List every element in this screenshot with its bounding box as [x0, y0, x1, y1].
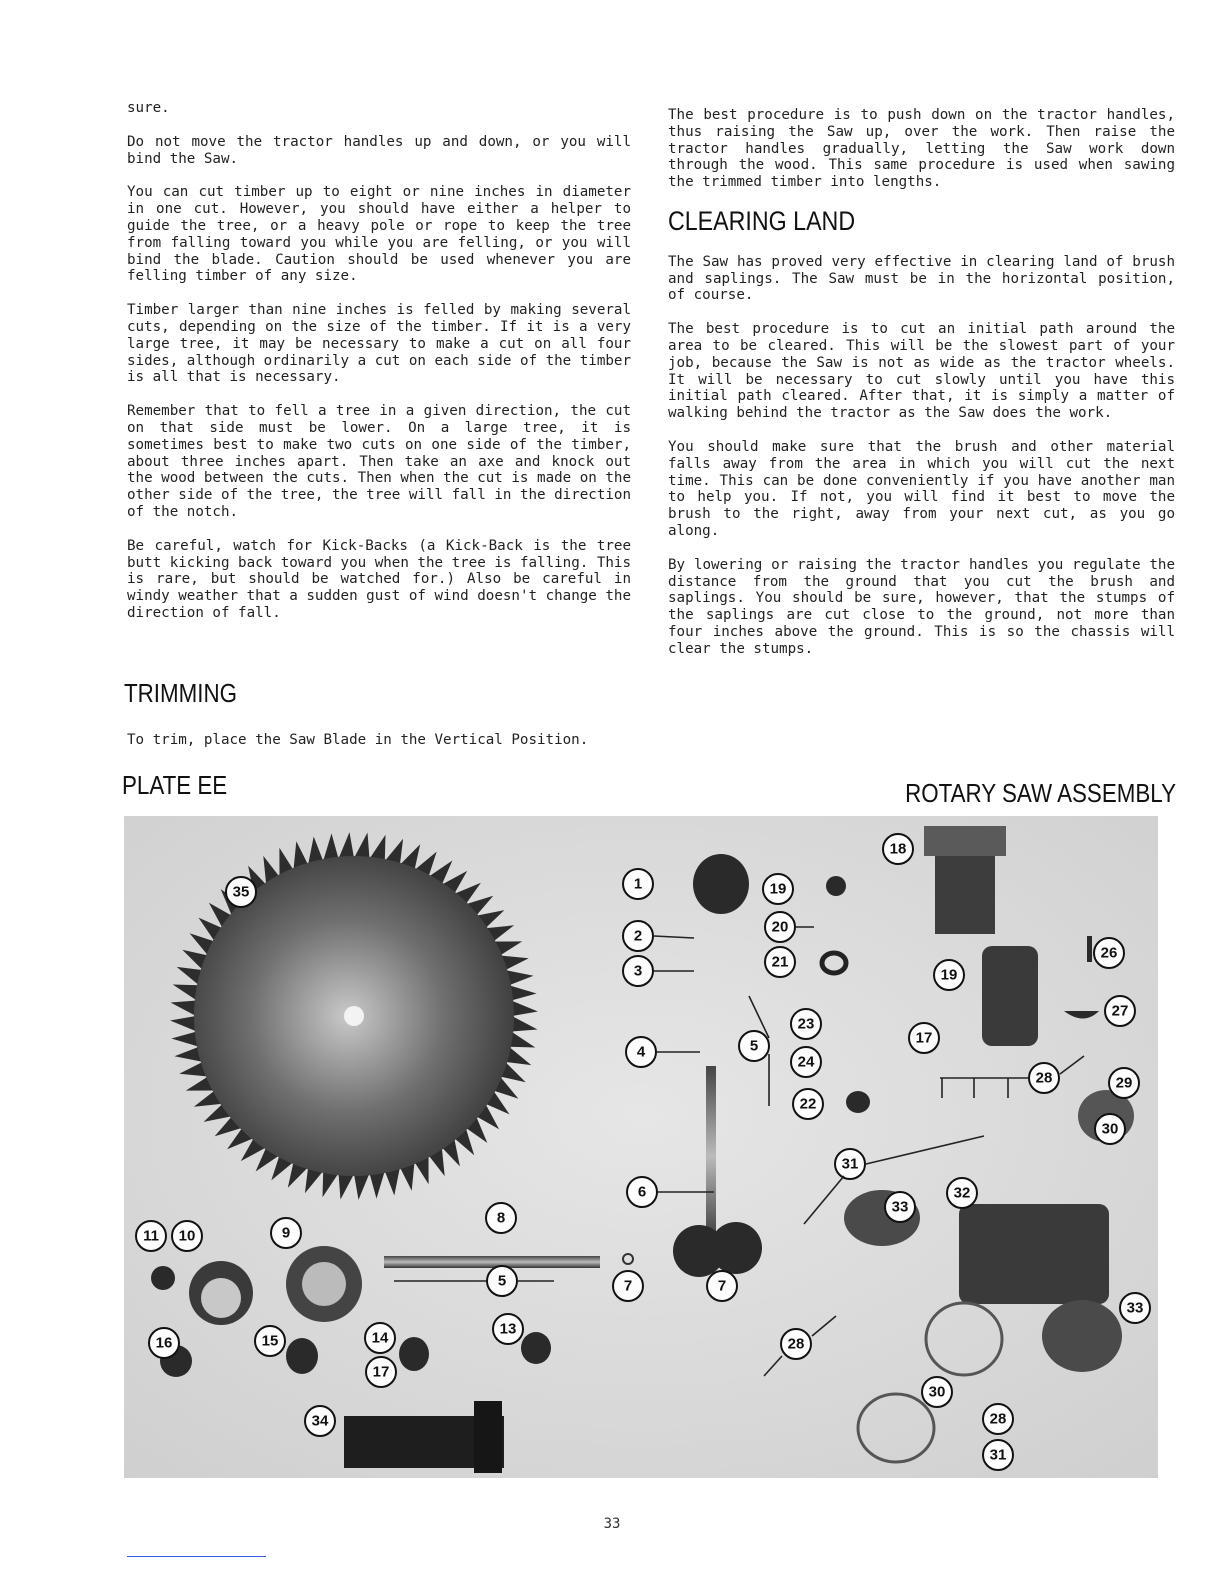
svg-text:7: 7 [623, 1277, 633, 1295]
callout-18 [883, 834, 913, 864]
svg-text:6: 6 [637, 1183, 647, 1201]
callout-35 [226, 877, 256, 907]
svg-text:23: 23 [797, 1015, 815, 1033]
callout-22 [765, 947, 795, 977]
part-33b [1042, 1300, 1122, 1372]
svg-text:29: 29 [1115, 1074, 1133, 1092]
callout-16 [149, 1328, 179, 1358]
callout-26 [1094, 938, 1124, 968]
right-intro-paragraph: The best procedure is to push down on the tractor handles, thus raising the Saw up, over the work. Then raise the tractor handles gradually, letting the Saw work down through the wood. This same procedure is used when sawing the trimmed timber into lengths. [668, 107, 1175, 191]
callout-9 [486, 1203, 516, 1233]
callout-21 [765, 912, 795, 942]
svg-text:35: 35 [232, 883, 250, 901]
callout-12 [136, 1221, 166, 1251]
svg-text:8: 8 [496, 1209, 506, 1227]
callout-33-right [1120, 1293, 1150, 1323]
callout-10 [271, 1218, 301, 1248]
svg-text:18: 18 [889, 840, 907, 858]
part-9 [384, 1256, 600, 1268]
svg-text:2: 2 [633, 927, 643, 945]
svg-text:9: 9 [281, 1224, 291, 1242]
svg-text:11: 11 [143, 1227, 159, 1245]
left-paragraph: Be careful, watch for Kick-Backs (a Kick-Back is the tree butt kicking back toward you when the tree is falling. This is rare, but should be watched for.) Also be careful in windy weather that a sudden gust of wind doesn't change the direction of fall. [127, 537, 631, 621]
svg-text:21: 21 [771, 953, 789, 971]
part-1 [693, 854, 749, 914]
plate-label: PLATE EE [122, 770, 228, 800]
callout-32 [947, 1178, 977, 1208]
callout-15 [255, 1326, 285, 1356]
svg-text:3: 3 [633, 962, 643, 980]
trimming-paragraph: To trim, place the Saw Blade in the Vertical Position. [127, 732, 589, 748]
right-paragraph: You should make sure that the brush and other material falls away from the area in which you will cut the next time. This can be done conveniently if you have another man to help you. If not, you will find it best to move the brush to the right, away from your next cut, as you go along. [668, 438, 1175, 539]
callout-29 [1109, 1068, 1139, 1098]
svg-text:15: 15 [261, 1332, 279, 1350]
svg-text:30: 30 [928, 1383, 946, 1401]
trimming-heading: TRIMMING [124, 678, 238, 708]
part-20 [826, 876, 846, 896]
callout-3 [623, 956, 653, 986]
left-paragraph: Timber larger than nine inches is felled by making several cuts, depending on the size of the timber. If it is a very large tree, it may be necessary to make a cut on all four sides, although ordinarily a cut on each side of the timber is all that is necessary. [127, 302, 631, 386]
part-18 [935, 854, 995, 934]
callout-31-top [835, 1149, 865, 1179]
callout-19 [934, 960, 964, 990]
callout-5-left [487, 1266, 517, 1296]
trimming-text [127, 732, 631, 766]
callout-7 [707, 1271, 737, 1301]
callout-11 [172, 1221, 202, 1251]
callout-4 [626, 1037, 656, 1067]
right-paragraph: The best procedure is to cut an initial path around the area to be cleared. This will be the slowest part of your job, because the Saw is not as wide as the tractor wheels. It will be necessary to cut slowly until you have this initial path cleared. After that, it is simply a matter of walking behind the tractor as the Saw does the work. [668, 321, 1175, 422]
callout-23 [793, 1089, 823, 1119]
part-4 [706, 1066, 716, 1246]
svg-text:19: 19 [940, 966, 958, 984]
callout-30-bottom [922, 1377, 952, 1407]
callout-28-bottom [983, 1404, 1013, 1434]
callout-34 [305, 1406, 335, 1436]
footnote-rule [127, 1556, 266, 1557]
part-32 [959, 1204, 1109, 1304]
svg-text:33: 33 [1126, 1299, 1144, 1317]
left-paragraph: sure. [127, 100, 170, 116]
svg-text:22: 22 [799, 1095, 817, 1113]
callout-6 [627, 1177, 657, 1207]
left-paragraph: Remember that to fell a tree in a given direction, the cut on that side must be lower. On a large tree, it is sometimes best to make two cuts on one side of the timber, about three inches apart. Then take an axe and knock out the wood between the cuts. Then when the cut is made on the other side of the tree, the tree will fall in the direction of the notch. [127, 403, 631, 520]
callout-31-bottom [983, 1440, 1013, 1470]
svg-text:27: 27 [1111, 1002, 1129, 1020]
svg-text:34: 34 [311, 1412, 329, 1430]
svg-text:20: 20 [771, 918, 789, 936]
svg-text:28: 28 [1035, 1069, 1053, 1087]
svg-text:31: 31 [989, 1446, 1007, 1464]
callout-33-top [885, 1192, 915, 1222]
part-13 [521, 1332, 551, 1364]
right-paragraph: The Saw has proved very effective in clearing land of brush and saplings. The Saw must be in the horizontal position, of course. [668, 253, 1175, 304]
svg-text:5: 5 [749, 1037, 759, 1055]
svg-text:26: 26 [1100, 944, 1118, 962]
callout-30-top [1095, 1114, 1125, 1144]
part-26 [1087, 936, 1092, 962]
svg-text:16: 16 [155, 1334, 173, 1352]
svg-text:19: 19 [769, 880, 787, 898]
svg-text:13: 13 [499, 1320, 517, 1338]
svg-text:32: 32 [953, 1184, 971, 1202]
left-column [127, 100, 631, 639]
callout-20 [763, 874, 793, 904]
svg-text:4: 4 [636, 1043, 646, 1061]
right-column [668, 107, 1175, 675]
part-19 [982, 946, 1038, 1046]
left-paragraph: Do not move the tractor handles up and down, or you will bind the Saw. [127, 133, 631, 167]
svg-text:14: 14 [371, 1329, 389, 1347]
svg-text:7: 7 [717, 1277, 727, 1295]
callout-28-mid [781, 1329, 811, 1359]
part-23 [846, 1091, 870, 1113]
svg-text:5: 5 [497, 1272, 507, 1290]
callout-5-right [739, 1031, 769, 1061]
callout-13 [493, 1314, 523, 1344]
exploded-parts-photo [124, 816, 1158, 1478]
part-12 [151, 1266, 175, 1290]
svg-text:1: 1 [633, 875, 643, 893]
callout-24 [791, 1009, 821, 1039]
svg-text:17: 17 [372, 1363, 390, 1381]
part-15 [286, 1338, 318, 1374]
callout-1 [623, 869, 653, 899]
callout-17-right [909, 1023, 939, 1053]
callout-17-bottom [366, 1357, 396, 1387]
callout-25 [791, 1047, 821, 1077]
callout-14 [365, 1323, 395, 1353]
callout-27 [1105, 996, 1135, 1026]
assembly-title: ROTARY SAW ASSEMBLY [905, 778, 1176, 808]
svg-text:28: 28 [787, 1335, 805, 1353]
callout-8 [613, 1271, 643, 1301]
svg-text:24: 24 [797, 1053, 815, 1071]
svg-text:31: 31 [841, 1155, 859, 1173]
svg-text:10: 10 [178, 1227, 196, 1245]
svg-text:28: 28 [989, 1410, 1007, 1428]
clearing-land-heading: CLEARING LAND [668, 205, 856, 236]
right-paragraph: By lowering or raising the tractor handles you regulate the distance from the ground that you cut the brush and saplings. You should be sure, however, that the stumps of the saplings are cut close to the ground, not more than four inches above the ground. This is so the chassis will clear the stumps. [668, 556, 1175, 657]
svg-text:33: 33 [891, 1198, 909, 1216]
svg-text:17: 17 [915, 1029, 933, 1047]
part-14 [399, 1337, 429, 1371]
callout-2 [623, 921, 653, 951]
page-number: 33 [603, 1516, 621, 1532]
svg-text:30: 30 [1101, 1120, 1119, 1138]
left-paragraph: You can cut timber up to eight or nine inches in diameter in one cut. However, you should have either a helper to guide the tree, or a heavy pole or rope to keep the tree from falling toward you while you are felling, or you will bind the blade. Caution should be used whenever you are felling timber of any size. [127, 184, 631, 285]
callout-28-top [1029, 1063, 1059, 1093]
